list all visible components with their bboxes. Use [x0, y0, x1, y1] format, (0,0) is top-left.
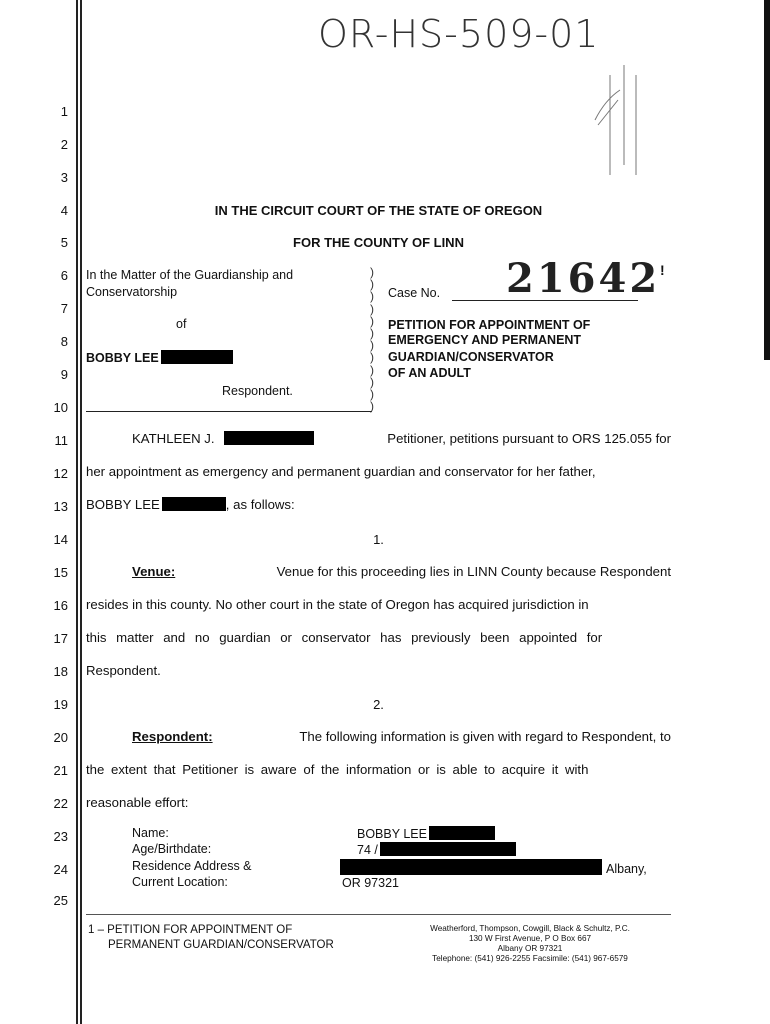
- petition-title-3: GUARDIAN/CONSERVATOR: [388, 350, 554, 364]
- margin-rule-right: [80, 0, 82, 1024]
- line-number: 22: [53, 796, 68, 811]
- caption-underline: [86, 411, 372, 412]
- info-label-address: Residence Address &: [132, 859, 252, 873]
- intro-line-12: her appointment as emergency and permanent guardian and conservator for her father,: [86, 464, 596, 479]
- intro-text-13: , as follows:: [225, 497, 295, 512]
- footer-page-label-1: 1 – PETITION FOR APPOINTMENT OF: [88, 924, 293, 936]
- line-number: 25: [53, 893, 68, 908]
- info-label-name: Name:: [132, 826, 169, 840]
- case-number: 21642: [506, 255, 661, 302]
- info-age-text: 74 /: [357, 843, 378, 857]
- respondent-name: [86, 350, 233, 365]
- line-number: 20: [53, 730, 68, 745]
- footer-page-label-2: PERMANENT GUARDIAN/CONSERVATOR: [108, 939, 334, 951]
- firm-phone: Telephone: (541) 926-2255 Facsimile: (541) 967-6579: [432, 954, 628, 963]
- filing-stamp: [590, 45, 650, 185]
- line-number: 6: [60, 268, 68, 283]
- line-number: 5: [60, 235, 68, 250]
- redaction-bar: [340, 859, 602, 875]
- info-value-zip: OR 97321: [342, 876, 399, 890]
- court-name: IN THE CIRCUIT COURT OF THE STATE OF OREGON: [214, 203, 543, 218]
- respondent-name-text: BOBBY LEE: [86, 351, 159, 365]
- firm-block: [400, 924, 660, 964]
- line-number: 2: [60, 137, 68, 152]
- redaction-bar: [380, 842, 516, 856]
- matter-line-2: Conservatorship: [86, 285, 178, 299]
- line-number: 14: [53, 532, 68, 547]
- info-label-age: Age/Birthdate:: [132, 842, 212, 856]
- line-number: 10: [53, 400, 68, 415]
- redaction-bar: [224, 431, 314, 445]
- petition-title-2: EMERGENCY AND PERMANENT: [388, 333, 582, 347]
- section-1-line-15: [86, 564, 671, 579]
- line-number: 24: [53, 862, 68, 877]
- line-number: 23: [53, 829, 68, 844]
- intro-line-13: [86, 497, 671, 512]
- venue-text-15: Venue for this proceeding lies in LINN County because Respondent: [276, 564, 671, 579]
- scan-edge: [764, 0, 770, 360]
- info-label-location: Current Location:: [132, 875, 228, 889]
- court-county: FOR THE COUNTY OF LINN: [293, 235, 464, 250]
- firm-address-1: 130 W First Avenue, P O Box 667: [468, 934, 592, 943]
- father-name: BOBBY LEE: [86, 497, 160, 512]
- line-number: 15: [53, 565, 68, 580]
- respondent-heading: Respondent:: [132, 729, 213, 744]
- line-number: 9: [60, 367, 68, 382]
- line-number: 12: [53, 466, 68, 481]
- section-1-line-17: this matter and no guardian or conservator has previously been appointed for: [86, 630, 603, 645]
- respondent-text-20: The following information is given with regard to Respondent, to: [299, 729, 671, 744]
- redaction-bar: [162, 497, 226, 511]
- case-no-label: Case No.: [388, 286, 441, 300]
- line-number: 11: [54, 433, 68, 448]
- section-1-number: 1.: [373, 532, 384, 547]
- section-1-line-18: Respondent.: [86, 663, 161, 678]
- intro-line-11: [86, 431, 671, 446]
- stray-mark: !: [660, 262, 665, 278]
- line-number: 4: [60, 203, 68, 218]
- petition-title-4: OF AN ADULT: [388, 366, 471, 380]
- section-2-line-21: the extent that Petitioner is aware of the information or is able to acquire it with: [86, 762, 589, 777]
- info-value-name: [357, 826, 495, 841]
- line-number: 7: [60, 301, 68, 316]
- section-2-number: 2.: [373, 697, 384, 712]
- info-value-age: [357, 842, 516, 857]
- margin-rule-left: [76, 0, 78, 1024]
- respondent-label: Respondent.: [222, 384, 293, 398]
- caption-divider: ) ) ) ) ) ) ) ) ) ) ) ): [370, 265, 374, 414]
- petition-title-1: PETITION FOR APPOINTMENT OF: [388, 318, 591, 332]
- line-number: 3: [60, 170, 68, 185]
- line-number: 8: [60, 334, 68, 349]
- redaction-bar: [429, 826, 495, 840]
- petitioner-name: KATHLEEN J.: [132, 431, 215, 446]
- firm-address-2: Albany OR 97321: [497, 944, 563, 953]
- section-2-line-20: [86, 729, 671, 744]
- handwritten-document-id: OR-HS-509-01: [318, 12, 600, 56]
- info-name-text: BOBBY LEE: [357, 827, 427, 841]
- section-2-line-22: reasonable effort:: [86, 795, 189, 810]
- footer-rule: [86, 914, 671, 915]
- info-city-text: Albany,: [606, 862, 647, 876]
- redaction-bar: [161, 350, 233, 364]
- venue-heading: Venue:: [132, 564, 176, 579]
- line-number: 21: [53, 763, 68, 778]
- line-number: 13: [53, 499, 68, 514]
- line-number: 19: [53, 697, 68, 712]
- firm-name: Weatherford, Thompson, Cowgill, Black & Schultz, P.C.: [430, 924, 630, 933]
- caption-of: of: [176, 317, 187, 331]
- line-number: 17: [53, 631, 68, 646]
- line-number: 18: [53, 664, 68, 679]
- line-number: 16: [53, 598, 68, 613]
- info-value-address: [340, 859, 647, 876]
- matter-line-1: In the Matter of the Guardianship and: [86, 268, 294, 282]
- intro-text-11: Petitioner, petitions pursuant to ORS 125.055 for: [387, 431, 671, 446]
- line-number: 1: [60, 104, 68, 119]
- section-1-line-16: resides in this county. No other court in the state of Oregon has acquired jurisdiction in: [86, 597, 589, 612]
